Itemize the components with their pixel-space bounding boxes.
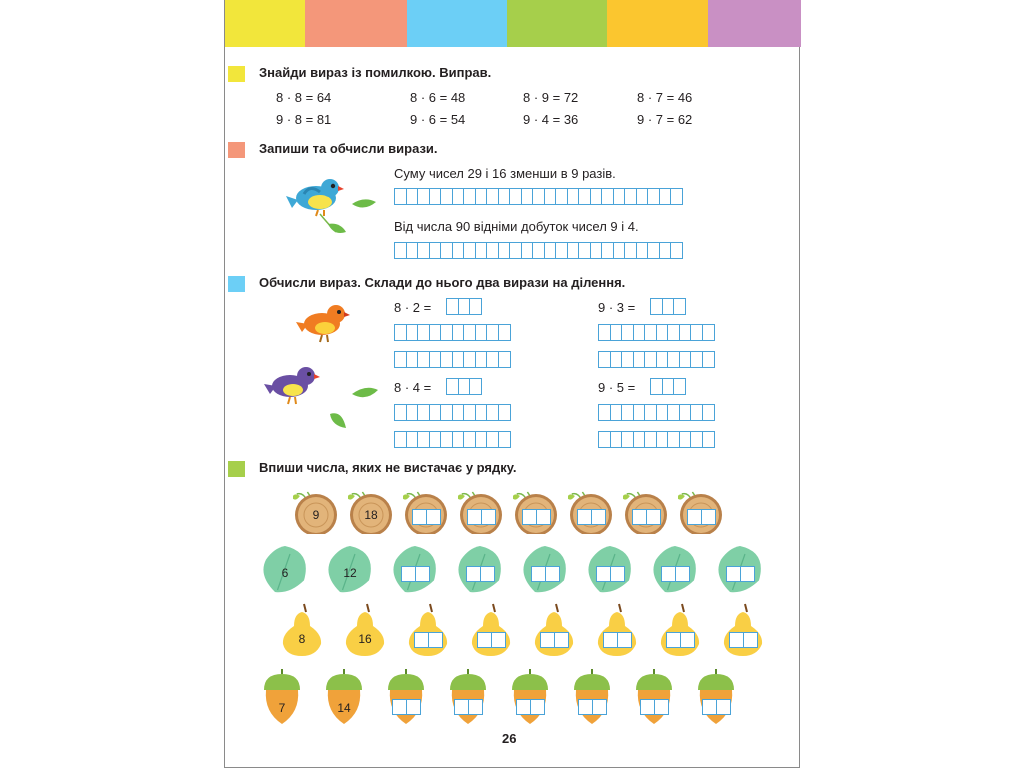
missing-number-cells[interactable] xyxy=(596,566,623,582)
task1-expr: 8 · 9 = 72 xyxy=(523,90,579,105)
page-number: 26 xyxy=(502,731,517,746)
acorn-item xyxy=(572,668,612,726)
task2-prompt2: Від числа 90 відніми добуток чисел 9 і 4. xyxy=(394,219,639,234)
pear-icon xyxy=(595,602,639,658)
task1-expr: 8 · 6 = 48 xyxy=(410,90,466,105)
missing-number-cells[interactable] xyxy=(477,632,504,648)
leaf-item xyxy=(325,544,375,596)
sequence-number: 16 xyxy=(358,632,372,646)
missing-number-cells[interactable] xyxy=(412,509,439,525)
missing-number-cells[interactable] xyxy=(454,699,481,715)
sequence-number: 14 xyxy=(337,701,351,715)
task1-marker xyxy=(228,66,245,82)
purple-bird-icon xyxy=(260,362,330,412)
missing-number-cells[interactable] xyxy=(661,566,688,582)
pear-item xyxy=(532,602,576,658)
pear-icon xyxy=(343,602,387,658)
answer-cells-short[interactable] xyxy=(446,378,481,395)
missing-number-cells[interactable] xyxy=(687,509,714,525)
leaf-item xyxy=(585,544,635,596)
bird-icon xyxy=(280,172,380,244)
header-bar-yellow xyxy=(225,0,305,47)
leaf-item xyxy=(455,544,505,596)
task4-title: Впиши числа, яких не вистачає у рядку. xyxy=(259,460,517,475)
pear-item xyxy=(595,602,639,658)
task2-title: Запиши та обчисли вирази. xyxy=(259,141,438,156)
sequence-number: 9 xyxy=(312,508,320,522)
acorn-item xyxy=(324,668,364,726)
leaf-item xyxy=(390,544,440,596)
acorn-item xyxy=(448,668,488,726)
missing-number-cells[interactable] xyxy=(414,632,441,648)
pear-item xyxy=(280,602,324,658)
missing-number-cells[interactable] xyxy=(729,632,756,648)
missing-number-cells[interactable] xyxy=(632,509,659,525)
leaf-item xyxy=(520,544,570,596)
acorn-icon xyxy=(634,668,674,726)
answer-cells-short[interactable] xyxy=(650,378,685,395)
task3-expr: 9 · 5 = xyxy=(598,380,636,395)
answer-cells-row[interactable] xyxy=(394,404,509,421)
task3-expr: 8 · 2 = xyxy=(394,300,432,315)
sequence-number: 6 xyxy=(281,566,289,580)
pear-item xyxy=(721,602,765,658)
task1-expr: 9 · 6 = 54 xyxy=(410,112,466,127)
stump-item xyxy=(513,490,559,534)
task1-expr: 8 · 7 = 46 xyxy=(637,90,693,105)
answer-cells-row[interactable] xyxy=(394,351,509,368)
pear-item xyxy=(658,602,702,658)
stump-item xyxy=(293,490,339,534)
answer-cells-row[interactable] xyxy=(598,351,713,368)
missing-number-cells[interactable] xyxy=(726,566,753,582)
acorn-icon xyxy=(696,668,736,726)
answer-cells-short[interactable] xyxy=(650,298,685,315)
missing-number-cells[interactable] xyxy=(666,632,693,648)
acorn-item xyxy=(634,668,674,726)
header-bar-gold xyxy=(607,0,708,47)
pear-icon xyxy=(280,602,324,658)
task3-title: Обчисли вираз. Склади до нього два вирази на ділення. xyxy=(259,275,626,290)
leaf-item xyxy=(715,544,765,596)
acorn-item xyxy=(696,668,736,726)
header-bar-blue xyxy=(407,0,507,47)
task2-prompt1: Суму чисел 29 і 16 зменши в 9 разів. xyxy=(394,166,616,181)
acorn-icon xyxy=(262,668,302,726)
pear-icon xyxy=(721,602,765,658)
missing-number-cells[interactable] xyxy=(577,509,604,525)
missing-number-cells[interactable] xyxy=(640,699,667,715)
orange-bird-icon xyxy=(292,300,358,350)
task3-marker xyxy=(228,276,245,292)
stump-item xyxy=(568,490,614,534)
header-bar-purple xyxy=(708,0,801,47)
missing-number-cells[interactable] xyxy=(401,566,428,582)
acorn-item xyxy=(386,668,426,726)
stump-item xyxy=(623,490,669,534)
task3-expr: 9 · 3 = xyxy=(598,300,636,315)
answer-cells-row[interactable] xyxy=(394,188,682,205)
task1-expr: 8 · 8 = 64 xyxy=(276,90,332,105)
stump-item xyxy=(348,490,394,534)
acorn-icon xyxy=(324,668,364,726)
header-bar-green xyxy=(507,0,607,47)
missing-number-cells[interactable] xyxy=(522,509,549,525)
stump-item xyxy=(403,490,449,534)
leaf-item xyxy=(260,544,310,596)
missing-number-cells[interactable] xyxy=(516,699,543,715)
pear-icon xyxy=(532,602,576,658)
missing-number-cells[interactable] xyxy=(531,566,558,582)
stump-item xyxy=(678,490,724,534)
task1-title: Знайди вираз із помилкою. Виправ. xyxy=(259,65,492,80)
header-bar-orange xyxy=(305,0,407,47)
answer-cells-row[interactable] xyxy=(598,431,713,448)
leaves-icon xyxy=(326,380,382,436)
missing-number-cells[interactable] xyxy=(392,699,419,715)
acorn-icon xyxy=(448,668,488,726)
missing-number-cells[interactable] xyxy=(702,699,729,715)
acorn-item xyxy=(510,668,550,726)
missing-number-cells[interactable] xyxy=(578,699,605,715)
answer-cells-row[interactable] xyxy=(598,324,713,341)
task1-expr: 9 · 4 = 36 xyxy=(523,112,579,127)
answer-cells-row[interactable] xyxy=(394,324,509,341)
answer-cells-row[interactable] xyxy=(394,431,509,448)
acorn-icon xyxy=(510,668,550,726)
sequence-number: 12 xyxy=(343,566,357,580)
missing-number-cells[interactable] xyxy=(466,566,493,582)
pear-icon xyxy=(406,602,450,658)
acorn-icon xyxy=(386,668,426,726)
pear-icon xyxy=(658,602,702,658)
pear-item xyxy=(406,602,450,658)
task2-marker xyxy=(228,142,245,158)
pear-icon xyxy=(469,602,513,658)
acorn-item xyxy=(262,668,302,726)
answer-cells-row[interactable] xyxy=(598,404,713,421)
pear-item xyxy=(469,602,513,658)
stump-item xyxy=(458,490,504,534)
task3-expr: 8 · 4 = xyxy=(394,380,432,395)
acorn-icon xyxy=(572,668,612,726)
missing-number-cells[interactable] xyxy=(540,632,567,648)
sequence-number: 7 xyxy=(278,701,286,715)
missing-number-cells[interactable] xyxy=(603,632,630,648)
sequence-number: 8 xyxy=(298,632,306,646)
task1-expr: 9 · 7 = 62 xyxy=(637,112,693,127)
pear-item xyxy=(343,602,387,658)
task1-expr: 9 · 8 = 81 xyxy=(276,112,332,127)
task4-marker xyxy=(228,461,245,477)
missing-number-cells[interactable] xyxy=(467,509,494,525)
sequence-number: 18 xyxy=(364,508,378,522)
leaf-item xyxy=(650,544,700,596)
answer-cells-short[interactable] xyxy=(446,298,481,315)
answer-cells-row[interactable] xyxy=(394,242,682,259)
